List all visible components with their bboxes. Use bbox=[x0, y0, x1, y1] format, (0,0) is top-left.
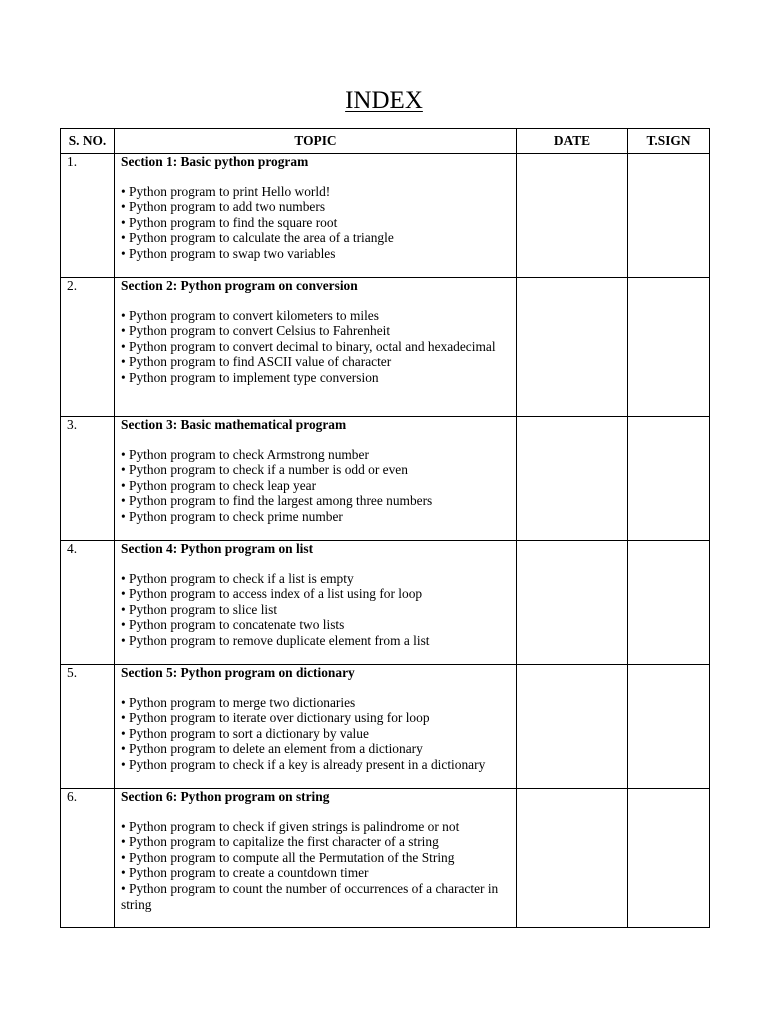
list-item: • Python program to find the largest among three numbers bbox=[121, 493, 433, 509]
header-date: DATE bbox=[517, 129, 628, 154]
list-item: • Python program to calculate the area of a triangle bbox=[121, 230, 394, 246]
list-item: • Python program to check if a key is already present in a dictionary bbox=[121, 756, 486, 772]
topic-list bbox=[121, 571, 510, 649]
list-item: • Python program to count the number of occurrences of a character in string bbox=[121, 880, 499, 912]
list-item: • Python program to check if a number is odd or even bbox=[121, 462, 408, 478]
section-title: Section 5: Python program on dictionary bbox=[121, 665, 355, 680]
list-item: • Python program to find ASCII value of character bbox=[121, 354, 392, 370]
list-item: • Python program to add two numbers bbox=[121, 199, 326, 215]
table-row bbox=[61, 278, 710, 417]
section-title: Section 2: Python program on conversion bbox=[121, 278, 358, 293]
serial-number: 2. bbox=[61, 278, 115, 417]
serial-number: 3. bbox=[61, 417, 115, 541]
tsign-cell bbox=[628, 417, 710, 541]
section-title: Section 6: Python program on string bbox=[121, 789, 330, 804]
list-item: • Python program to remove duplicate element from a list bbox=[121, 632, 430, 648]
list-item: • Python program to print Hello world! bbox=[121, 183, 331, 199]
list-item: • Python program to swap two variables bbox=[121, 245, 336, 261]
topic-cell bbox=[115, 278, 517, 417]
list-item: • Python program to convert kilometers to miles bbox=[121, 307, 379, 323]
date-cell bbox=[517, 278, 628, 417]
date-cell bbox=[517, 789, 628, 928]
list-item: • Python program to convert Celsius to Fahrenheit bbox=[121, 323, 391, 339]
date-cell bbox=[517, 154, 628, 278]
index-table bbox=[60, 128, 710, 928]
serial-number: 4. bbox=[61, 541, 115, 665]
list-item: • Python program to create a countdown timer bbox=[121, 865, 369, 881]
table-row bbox=[61, 154, 710, 278]
list-item: • Python program to access index of a list using for loop bbox=[121, 586, 423, 602]
table-row bbox=[61, 665, 710, 789]
serial-number: 6. bbox=[61, 789, 115, 928]
list-item: • Python program to capitalize the first character of a string bbox=[121, 834, 439, 850]
date-cell bbox=[517, 541, 628, 665]
tsign-cell bbox=[628, 541, 710, 665]
header-sno: S. NO. bbox=[61, 129, 115, 154]
header-row bbox=[61, 129, 710, 154]
serial-number: 5. bbox=[61, 665, 115, 789]
topic-list bbox=[121, 184, 510, 262]
topic-cell bbox=[115, 154, 517, 278]
section-title: Section 3: Basic mathematical program bbox=[121, 417, 347, 432]
date-cell bbox=[517, 417, 628, 541]
tsign-cell bbox=[628, 278, 710, 417]
topic-list bbox=[121, 695, 510, 773]
list-item: • Python program to iterate over dictionary using for loop bbox=[121, 710, 430, 726]
topic-cell bbox=[115, 541, 517, 665]
header-tsign: T.SIGN bbox=[628, 129, 710, 154]
list-item: • Python program to check if given strings is palindrome or not bbox=[121, 818, 460, 834]
list-item: • Python program to sort a dictionary by value bbox=[121, 725, 369, 741]
serial-number: 1. bbox=[61, 154, 115, 278]
list-item: • Python program to check leap year bbox=[121, 477, 317, 493]
page-title: INDEX bbox=[345, 87, 423, 114]
tsign-cell bbox=[628, 665, 710, 789]
list-item: • Python program to check prime number bbox=[121, 508, 343, 524]
topic-list bbox=[121, 447, 510, 525]
list-item: • Python program to slice list bbox=[121, 601, 278, 617]
list-item: • Python program to merge two dictionaries bbox=[121, 694, 356, 710]
list-item: • Python program to find the square root bbox=[121, 214, 338, 230]
list-item: • Python program to concatenate two lists bbox=[121, 617, 345, 633]
list-item: • Python program to convert decimal to binary, octal and hexadecimal bbox=[121, 338, 496, 354]
topic-list bbox=[121, 819, 510, 913]
table-row bbox=[61, 417, 710, 541]
table-row bbox=[61, 541, 710, 665]
list-item: • Python program to check Armstrong number bbox=[121, 446, 369, 462]
section-title: Section 4: Python program on list bbox=[121, 541, 314, 556]
date-cell bbox=[517, 665, 628, 789]
topic-cell bbox=[115, 789, 517, 928]
list-item: • Python program to compute all the Permutation of the String bbox=[121, 849, 455, 865]
section-title: Section 1: Basic python program bbox=[121, 154, 309, 169]
tsign-cell bbox=[628, 789, 710, 928]
topic-cell bbox=[115, 665, 517, 789]
header-topic: TOPIC bbox=[115, 129, 517, 154]
table-row bbox=[61, 789, 710, 928]
topic-cell bbox=[115, 417, 517, 541]
list-item: • Python program to implement type conversion bbox=[121, 369, 379, 385]
topic-list bbox=[121, 308, 510, 386]
tsign-cell bbox=[628, 154, 710, 278]
list-item: • Python program to check if a list is empty bbox=[121, 570, 354, 586]
list-item: • Python program to delete an element from a dictionary bbox=[121, 741, 423, 757]
